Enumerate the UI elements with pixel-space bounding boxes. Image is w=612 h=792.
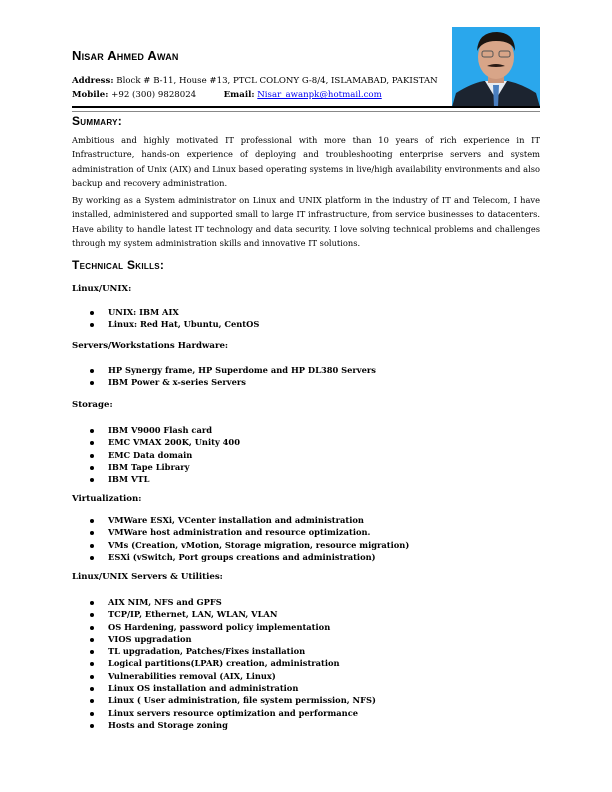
skill-item — [90, 318, 259, 330]
skill-item-text: UNIX: IBM AIX — [108, 307, 179, 317]
skill-item-text: Linux servers resource optimization and performance — [108, 707, 359, 718]
skill-item — [90, 449, 240, 461]
skill-item — [90, 473, 240, 485]
bullet-icon — [90, 601, 94, 605]
skill-item-text: IBM V9000 Flash card — [108, 425, 212, 435]
skill-group-title: Virtualization: — [72, 494, 142, 504]
skill-item-text: Linux ( User administration, file system permission, NFS) — [108, 695, 376, 706]
skill-group-title: Storage: — [72, 400, 113, 410]
technical-skills-heading: Technical Skills: — [72, 258, 165, 272]
mobile-label: Mobile: — [72, 90, 109, 100]
bullet-icon — [90, 429, 94, 433]
bullet-icon — [90, 556, 94, 560]
bullet-icon — [90, 323, 94, 327]
skill-item-text: TL upgradation, Patches/Fixes installation — [108, 646, 306, 657]
skill-group-title: Linux/UNIX Servers & Utilities: — [72, 572, 223, 582]
skill-item-text: HP Synergy frame, HP Superdome and HP DL380 Servers — [108, 365, 376, 375]
skill-item-text: OS Hardening, password policy implementation — [108, 621, 331, 632]
bullet-icon — [90, 478, 94, 482]
skill-item — [90, 645, 376, 657]
contact-line — [72, 90, 382, 100]
mobile-value: +92 (300) 9828024 — [111, 90, 197, 100]
skill-list — [90, 364, 376, 389]
skill-list — [90, 424, 240, 485]
skill-item-text: VMWare host administration and resource optimization. — [108, 527, 371, 538]
skill-item — [90, 633, 376, 645]
bullet-icon — [90, 441, 94, 445]
skill-item — [90, 596, 376, 608]
skill-item-text: ESXi (vSwitch, Port groups creations and administration) — [108, 551, 376, 562]
bullet-icon — [90, 638, 94, 642]
skill-group-title: Servers/Workstations Hardware: — [72, 341, 229, 351]
skill-item — [90, 306, 259, 318]
skill-item — [90, 539, 409, 551]
skill-item — [90, 670, 376, 682]
skill-list — [90, 514, 409, 563]
skill-item — [90, 707, 376, 719]
bullet-icon — [90, 662, 94, 666]
skill-item-text: EMC VMAX 200K, Unity 400 — [108, 437, 240, 448]
skill-item — [90, 376, 376, 388]
skill-group-title: Linux/UNIX: — [72, 284, 132, 294]
skill-list — [90, 306, 259, 331]
address-label: Address: — [72, 76, 114, 86]
bullet-icon — [90, 613, 94, 617]
skill-item-text: IBM VTL — [108, 474, 150, 485]
address-value: Block # B-11, House #13, PTCL COLONY G-8/4, ISLAMABAD, PAKISTAN — [116, 76, 438, 86]
skill-item-text: VIOS upgradation — [108, 633, 192, 644]
bullet-icon — [90, 544, 94, 548]
bullet-icon — [90, 369, 94, 373]
skill-item-text: EMC Data domain — [108, 449, 193, 460]
profile-photo — [452, 27, 540, 107]
skill-item-text: Hosts and Storage zoning — [108, 719, 228, 730]
skill-item — [90, 719, 376, 731]
bullet-icon — [90, 454, 94, 458]
bullet-icon — [90, 712, 94, 716]
header-divider — [72, 106, 540, 112]
bullet-icon — [90, 675, 94, 679]
skill-item-text: IBM Power & x-series Servers — [108, 377, 246, 388]
skill-list — [90, 596, 376, 731]
skill-item — [90, 364, 376, 376]
bullet-icon — [90, 311, 94, 315]
summary-paragraph-1: Ambitious and highly motivated IT professional with more than 10 years of rich experience in IT Infrastructure, hands-on experience of deploying and troubleshooting enterprise servers and system administration of Unix (AIX) and Linux based operating systems in live/high availability environments and also backup and recovery administration. — [72, 135, 540, 189]
skill-item — [90, 436, 240, 448]
bullet-icon — [90, 650, 94, 654]
bullet-icon — [90, 626, 94, 630]
skill-item — [90, 694, 376, 706]
bullet-icon — [90, 381, 94, 385]
bullet-icon — [90, 699, 94, 703]
skill-item-text: Logical partitions(LPAR) creation, administration — [108, 658, 340, 669]
bullet-icon — [90, 519, 94, 523]
skill-item — [90, 621, 376, 633]
bullet-icon — [90, 687, 94, 691]
skill-item — [90, 461, 240, 473]
candidate-name: Nisar Ahmed Awan — [72, 48, 179, 63]
skill-item — [90, 682, 376, 694]
skill-item-text: TCP/IP, Ethernet, LAN, WLAN, VLAN — [108, 609, 278, 620]
skill-item — [90, 551, 409, 563]
summary-heading: Summary: — [72, 114, 123, 128]
skill-item — [90, 657, 376, 669]
skill-item-text: IBM Tape Library — [108, 461, 190, 472]
skill-item-text: VMWare ESXi, VCenter installation and administration — [108, 515, 364, 525]
skill-item — [90, 526, 409, 538]
summary-paragraph-2: By working as a System administrator on Linux and UNIX platform in the industry of IT and Telecom, I have installed, administered and supported small to large IT infrastructure, from service businesses to datacenters. Have ability to handle latest IT technology and data security. I love solving technical problems and challenges through my system administration skills and innovative IT solutions. — [72, 195, 540, 249]
skill-item — [90, 514, 409, 526]
skill-item — [90, 424, 240, 436]
skill-item-text: Linux: Red Hat, Ubuntu, CentOS — [108, 319, 260, 330]
skill-item — [90, 608, 376, 620]
email-label: Email: — [223, 90, 255, 100]
email-link[interactable]: Nisar_awanpk@hotmail.com — [257, 90, 382, 100]
skill-item-text: VMs (Creation, vMotion, Storage migration, resource migration) — [108, 539, 410, 550]
address-line — [72, 76, 438, 86]
skill-item-text: AIX NIM, NFS and GPFS — [108, 597, 222, 607]
bullet-icon — [90, 531, 94, 535]
skill-item-text: Linux OS installation and administration — [108, 683, 299, 694]
bullet-icon — [90, 466, 94, 470]
skill-item-text: Vulnerabilities removal (AIX, Linux) — [108, 670, 276, 681]
bullet-icon — [90, 724, 94, 728]
